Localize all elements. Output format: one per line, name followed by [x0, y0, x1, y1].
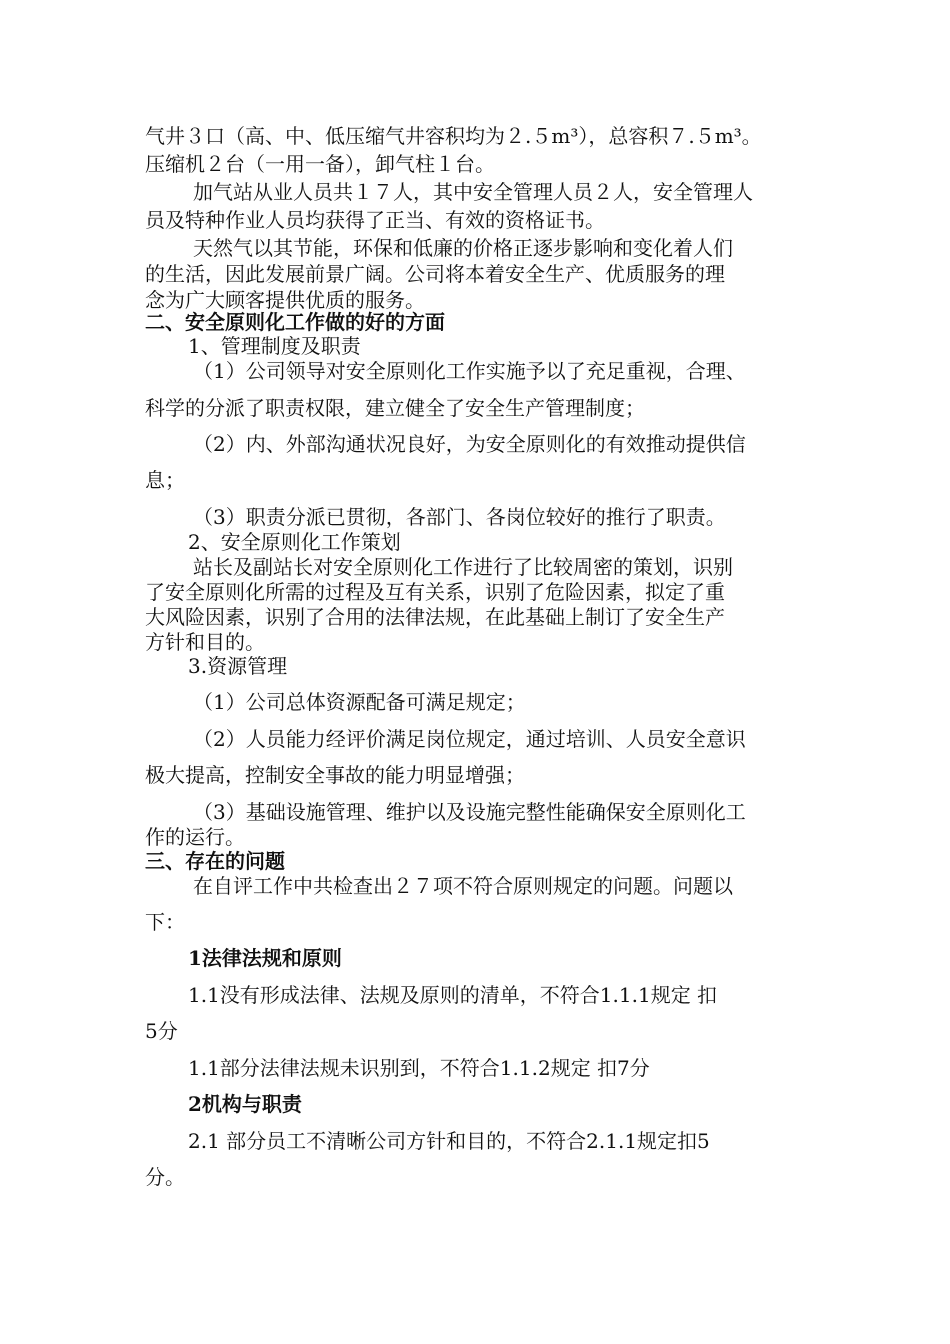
issue-item-continuation: 分。 [145, 1165, 185, 1189]
paragraph-line: 在自评工作中共检查出２７项不符合原则规定的问题。问题以 [193, 874, 733, 898]
list-item-continuation: 作的运行。 [145, 825, 245, 849]
list-item-continuation: 极大提高，控制安全事故的能力明显增强； [145, 763, 525, 787]
list-item: （2）内、外部沟通状况良好，为安全原则化的有效推动提供信 [193, 432, 746, 456]
paragraph-line: 念为广大顾客提供优质的服务。 [145, 288, 425, 312]
section-heading: 三、存在的问题 [145, 849, 285, 873]
list-item: （2）人员能力经评价满足岗位规定，通过培训、人员安全意识 [193, 727, 746, 751]
subsection-heading: 1法律法规和原则 [188, 946, 342, 970]
paragraph-line: 了安全原则化所需的过程及互有关系，识别了危险因素，拟定了重 [145, 580, 725, 604]
list-item: （1）公司总体资源配备可满足规定； [193, 690, 526, 714]
list-item: （3）基础设施管理、维护以及设施完整性能确保安全原则化工 [193, 800, 746, 824]
issue-item: 2.1 部分员工不清晰公司方针和目的，不符合2.1.1规定扣5 [188, 1129, 710, 1153]
list-item-continuation: 息； [145, 468, 185, 492]
list-item: （1）公司领导对安全原则化工作实施予以了充足重视，合理、 [193, 359, 746, 383]
subsection-heading: 2机构与职责 [188, 1092, 302, 1116]
paragraph-line: 的生活，因此发展前景广阔。公司将本着安全生产、优质服务的理 [145, 262, 725, 286]
paragraph-line: 站长及副站长对安全原则化工作进行了比较周密的策划，识别 [193, 555, 733, 579]
issue-item: 1.1部分法律法规未识别到，不符合1.1.2规定 扣7分 [188, 1056, 650, 1080]
subsection-heading: 1、管理制度及职责 [188, 334, 361, 358]
subsection-heading: 3.资源管理 [188, 654, 288, 678]
list-item-continuation: 科学的分派了职责权限，建立健全了安全生产管理制度； [145, 396, 645, 420]
paragraph-line: 下： [145, 910, 185, 934]
section-heading: 二、安全原则化工作做的好的方面 [145, 310, 445, 334]
paragraph-line: 天然气以其节能，环保和低廉的价格正逐步影响和变化着人们 [193, 236, 733, 260]
issue-item: 1.1没有形成法律、法规及原则的清单，不符合1.1.1规定 扣 [188, 983, 718, 1007]
paragraph-line: 压缩机２台（一用一备），卸气柱１台。 [145, 152, 495, 176]
paragraph-line: 员及特种作业人员均获得了正当、有效的资格证书。 [145, 208, 605, 232]
subsection-heading: 2、安全原则化工作策划 [188, 530, 401, 554]
paragraph-line: 气井３口（高、中、低压缩气井容积均为２.５m³），总容积７.５m³。 [145, 124, 762, 148]
list-item: （3）职责分派已贯彻，各部门、各岗位较好的推行了职责。 [193, 505, 726, 529]
paragraph-line: 大风险因素，识别了合用的法律法规，在此基础上制订了安全生产 [145, 605, 725, 629]
paragraph-line: 加气站从业人员共１７人，其中安全管理人员２人，安全管理人 [193, 180, 753, 204]
paragraph-line: 方针和目的。 [145, 630, 265, 654]
issue-item-continuation: 5分 [145, 1019, 178, 1043]
